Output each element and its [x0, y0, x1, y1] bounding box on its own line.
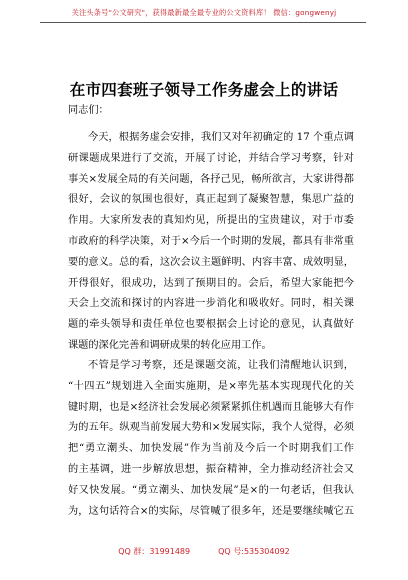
- paragraph-line: 很好，会议的氛围也很好，真正起到了凝聚智慧，集思广益的: [68, 194, 354, 206]
- salutation: 同志们：: [68, 105, 109, 116]
- paragraph-line: 题的牵头领导和责任单位也要根据会上讨论的意见，认真做好: [68, 319, 354, 331]
- footer-contact: [0, 546, 408, 557]
- paragraph-line: 不管是学习考察，还是课题交流，让我们清醒地认识到，: [88, 360, 354, 371]
- paragraph-line: 为，这句话符合×的实际，尽管喊了很多年，还是要继续喊它五: [68, 505, 354, 517]
- paragraph-line: 开得很好，很成功，达到了预期目的。会后，希望大家能把今: [68, 277, 354, 289]
- footer-qq-group: QQ 群：31991489: [118, 547, 191, 556]
- paragraph-line: “十四五”规划进入全面实施期，是×率先基本实现现代化的关: [68, 380, 354, 392]
- paragraph-line: 为的五年。纵观当前发展大势和×发展实际，我个人觉得，必须: [68, 422, 354, 434]
- paragraph-line: 课题的深化完善和调研成果的转化应用工作。: [68, 339, 272, 351]
- document-title: 在市四套班子领导工作务虚会上的讲话: [69, 81, 339, 99]
- paragraph-line: 好又快发展。“勇立潮头、加快发展”是×的一句老话，但我认: [68, 484, 354, 496]
- paragraph-line: 今天，根据务虚会安排，我们又对年初确定的 17 个重点调: [88, 132, 354, 143]
- paragraph-line: 研课题成果进行了交流，开展了讨论，并结合学习考察，针对: [68, 152, 354, 164]
- paragraph-line: 把“勇立潮头、加快发展”作为当前及今后一个时期我们工作: [68, 443, 354, 455]
- paragraph-line: 事关×发展全局的有关问题，各抒己见，畅所欲言，大家讲得都: [68, 173, 354, 185]
- paragraph-line: 市政府的科学决策，对于×今后一个时期的发展，都具有非常重: [68, 235, 354, 247]
- header-banner: 关注头条号"公文研究"，获得最新最全最专业的公文资料库！ 微信：gongwenyj: [71, 8, 337, 17]
- salutation-block: [68, 101, 354, 122]
- paragraph-line: 作用。大家所发表的真知灼见，所提出的宝贵建议，对于市委: [68, 215, 354, 227]
- paragraph-1: [68, 128, 354, 357]
- header-divider: [40, 22, 366, 23]
- paragraph-line: 天会上交流和探讨的内容进一步消化和吸收好。同时，相关课: [68, 298, 354, 310]
- footer-qq-number: QQ 号:535304092: [218, 547, 290, 556]
- paragraph-line: 的主基调，进一步解放思想，振奋精神，全力推动经济社会又: [68, 463, 354, 475]
- paragraph-line: 键时期，也是×经济社会发展必须紧紧抓住机遇而且能够大有作: [68, 401, 354, 413]
- paragraph-2: [68, 356, 354, 522]
- paragraph-line: 要的意义。总的看，这次会议主题鲜明、内容丰富、成效明显，: [68, 256, 354, 268]
